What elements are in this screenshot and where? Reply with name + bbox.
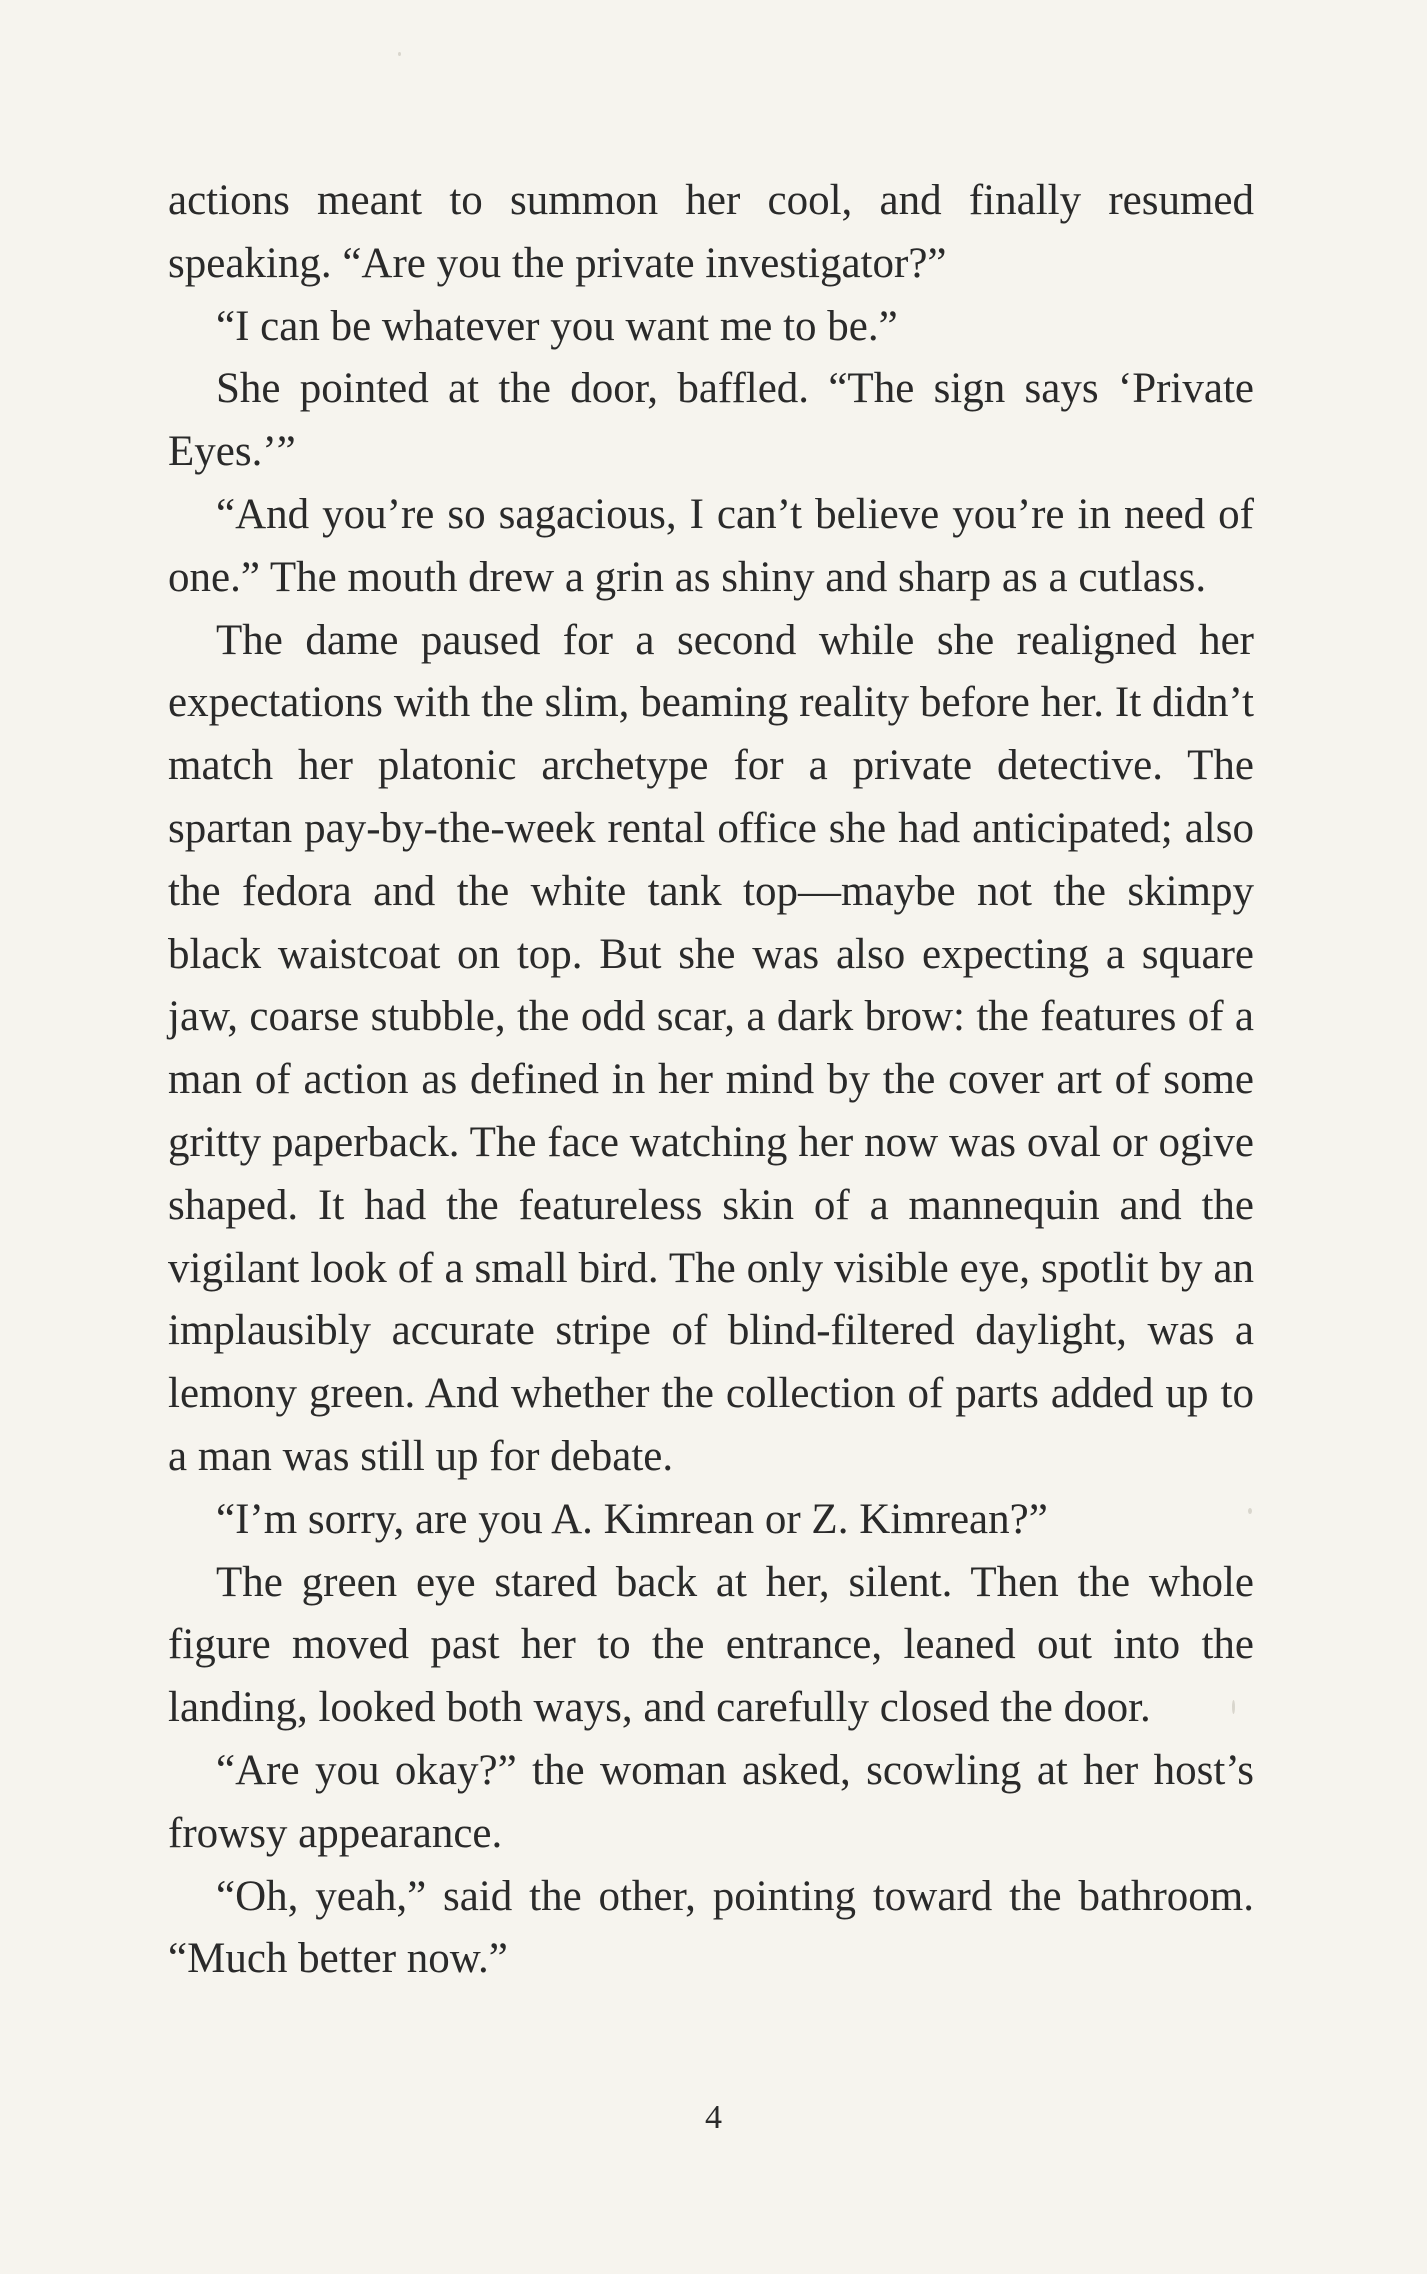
paragraph-9: “Oh, yeah,” said the other, pointing toward the bathroom. “Much better now.” (168, 1872, 1254, 1983)
paragraph-8: “Are you okay?” the woman asked, scowling at her host’s frowsy appearance. (168, 1746, 1254, 1857)
scan-speck (1232, 1700, 1235, 1714)
paragraph-7: The green eye stared back at her, silent. Then the whole figure moved past her to the entrance, leaned out into the landing, looked both ways, and carefully closed the door. (168, 1558, 1254, 1732)
paragraph-1: actions meant to summon her cool, and finally resumed speaking. “Are you the private investigator?” (168, 177, 1254, 287)
paragraph-6: “I’m sorry, are you A. Kimrean or Z. Kimrean?” (216, 1495, 1048, 1543)
paragraph-4: “And you’re so sagacious, I can’t believe you’re in need of one.” The mouth drew a grin as shiny and sharp as a cutlass. (168, 490, 1254, 601)
scan-speck (398, 52, 401, 56)
paragraph-5: The dame paused for a second while she realigned her expectations with the slim, beaming reality before her. It didn’t match her platonic archetype for a private detective. The spartan pay-by-the-week rental office she had anticipated; also the fedora and the white tank top—maybe not the skimpy black waistcoat on top. But she was also expecting a square jaw, coarse stubble, the odd scar, a dark brow: the features of a man of action as defined in her mind by the cover art of some gritty paperback. The face watching her now was oval or ogive shaped. It had the featureless skin of a mannequin and the vigilant look of a small bird. The only visible eye, spotlit by an implausibly accurate stripe of blind-filtered daylight, was a lemony green. And whether the collection of parts added up to a man was still up for debate. (168, 616, 1254, 1480)
paragraph-2: “I can be whatever you want me to be.” (216, 302, 898, 350)
scan-speck (1248, 1508, 1252, 1514)
page-number: 4 (705, 2099, 722, 2136)
body-text (168, 170, 1254, 1991)
paragraph-3: She pointed at the door, baffled. “The sign says ‘Private Eyes.’” (168, 365, 1254, 476)
